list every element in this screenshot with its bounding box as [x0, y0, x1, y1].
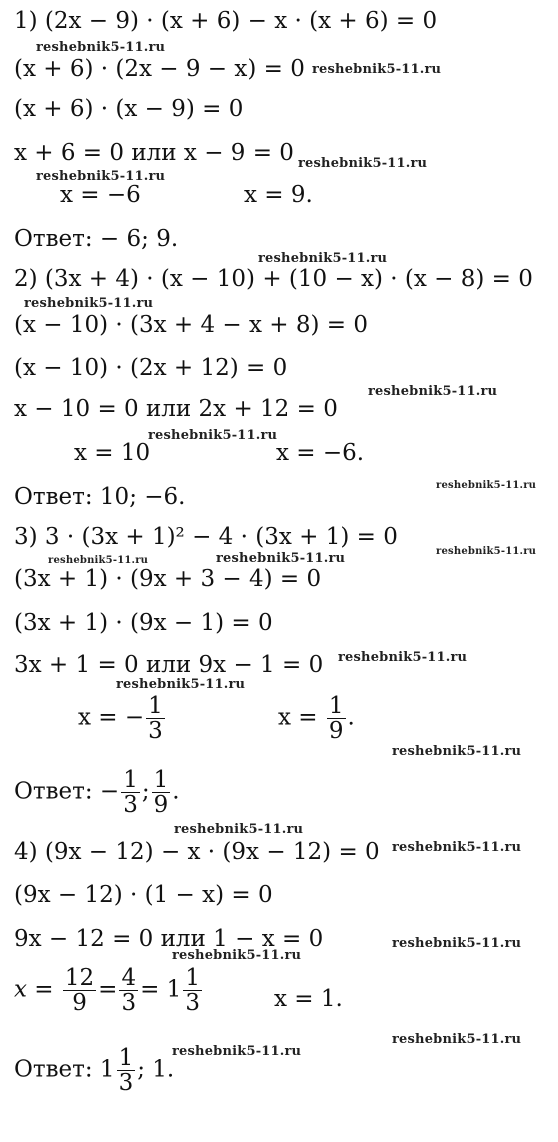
- problem4-line1: 4) (9x − 12) − x · (9x − 12) = 0: [14, 839, 380, 865]
- fraction-one-ninth: [152, 768, 171, 817]
- watermark: reshebnik5-11.ru: [392, 840, 522, 855]
- problem3-line3: (3x + 1) · (9x − 1) = 0: [14, 610, 273, 636]
- watermark: reshebnik5-11.ru: [216, 551, 346, 566]
- watermark: reshebnik5-11.ru: [298, 156, 428, 171]
- problem1-line4: x + 6 = 0 или x − 9 = 0: [14, 140, 294, 166]
- watermark: reshebnik5-11.ru: [24, 296, 154, 311]
- solution-prefix: x = −: [78, 704, 145, 731]
- problem1-solution-a: x = −6: [60, 182, 141, 208]
- watermark: reshebnik5-11.ru: [338, 650, 468, 665]
- numerator: 4: [121, 965, 137, 991]
- numerator: 1: [328, 693, 344, 719]
- numerator: 1: [185, 965, 200, 991]
- denominator: 3: [118, 1070, 134, 1097]
- fraction-twelve-ninths: [63, 966, 96, 1015]
- problem4-line2: (9x − 12) · (1 − x) = 0: [14, 882, 273, 908]
- watermark: reshebnik5-11.ru: [392, 744, 522, 759]
- fraction-one-third: [121, 768, 140, 817]
- solution-prefix: x =: [278, 704, 318, 731]
- problem2-line4: x − 10 = 0 или 2x + 12 = 0: [14, 396, 338, 422]
- numerator: 1: [148, 693, 163, 719]
- denominator: 3: [121, 990, 137, 1017]
- numerator: 1: [123, 767, 138, 793]
- watermark: reshebnik5-11.ru: [172, 948, 302, 963]
- watermark: reshebnik5-11.ru: [172, 1044, 302, 1059]
- answer-suffix: ; 1.: [137, 1056, 175, 1083]
- problem3-line2: (3x + 1) · (9x + 3 − 4) = 0: [14, 566, 322, 592]
- problem2-line3: (x − 10) · (2x + 12) = 0: [14, 355, 288, 381]
- problem1-solution-b: x = 9.: [244, 182, 313, 208]
- fraction-four-thirds: [119, 966, 138, 1015]
- problem1-line1: 1) (2x − 9) · (x + 6) − x · (x + 6) = 0: [14, 8, 438, 34]
- problem3-answer: Ответ: − $\frac{1}{3}$ ; $\frac{1}{9}$ .: [14, 767, 180, 819]
- watermark: reshebnik5-11.ru: [148, 428, 278, 443]
- problem2-solution-b: x = −6.: [276, 440, 365, 466]
- numerator: 1: [118, 1045, 134, 1071]
- numerator: 1: [153, 767, 169, 793]
- denominator: 9: [328, 718, 344, 745]
- watermark: reshebnik5-11.ru: [436, 546, 537, 557]
- problem3-line4: 3x + 1 = 0 или 9x − 1 = 0: [14, 652, 324, 678]
- answer-prefix: Ответ: −: [14, 778, 120, 805]
- watermark: reshebnik5-11.ru: [312, 62, 442, 77]
- denominator: 9: [153, 792, 169, 819]
- problem4-solution-b: x = 1.: [274, 986, 343, 1012]
- watermark: reshebnik5-11.ru: [48, 555, 149, 566]
- problem1-line3: (x + 6) · (x − 9) = 0: [14, 96, 244, 122]
- numerator: 12: [64, 965, 95, 991]
- fraction-one-third: [146, 694, 165, 743]
- problem2-line1: 2) (3x + 4) · (x − 10) + (10 − x) · (x − 8) = 0: [14, 266, 533, 292]
- problem4-answer: [14, 1046, 174, 1095]
- watermark: reshebnik5-11.ru: [116, 677, 246, 692]
- problem3-line1: 3) 3 · (3x + 1)² − 4 · (3x + 1) = 0: [14, 524, 398, 550]
- denominator: 3: [123, 792, 138, 819]
- watermark: reshebnik5-11.ru: [392, 1032, 522, 1047]
- problem4-solution-a: x = $\frac{12}{9}$ = $\frac{4}{3}$ = 1 $\frac{1}{3}$: [14, 965, 200, 1017]
- denominator: 3: [148, 718, 163, 745]
- problem3-solution-b: x = $\frac{1}{9}$ .: [278, 693, 355, 745]
- watermark: reshebnik5-11.ru: [436, 480, 537, 491]
- problem2-solution-a: x = 10: [74, 440, 151, 466]
- fraction-one-third: [117, 1046, 136, 1095]
- denominator: 9: [72, 990, 87, 1017]
- problem2-answer: Ответ: 10; −6.: [14, 484, 186, 510]
- watermark: reshebnik5-11.ru: [368, 384, 498, 399]
- problem3-solution-a: [78, 694, 167, 743]
- denominator: 3: [185, 990, 200, 1017]
- problem1-line2: (x + 6) · (2x − 9 − x) = 0: [14, 56, 305, 82]
- watermark: reshebnik5-11.ru: [36, 40, 166, 55]
- fraction-one-third: [183, 966, 202, 1015]
- watermark: reshebnik5-11.ru: [174, 822, 304, 837]
- problem2-line2: (x − 10) · (3x + 4 − x + 8) = 0: [14, 312, 369, 338]
- watermark: reshebnik5-11.ru: [36, 169, 166, 184]
- watermark: reshebnik5-11.ru: [392, 936, 522, 951]
- problem1-answer: Ответ: − 6; 9.: [14, 226, 179, 252]
- problem4-line3: 9x − 12 = 0 или 1 − x = 0: [14, 926, 324, 952]
- watermark: reshebnik5-11.ru: [258, 251, 388, 266]
- variable-x: x: [14, 976, 27, 1003]
- fraction-one-ninth: [327, 694, 346, 743]
- answer-prefix: Ответ: 1: [14, 1056, 115, 1083]
